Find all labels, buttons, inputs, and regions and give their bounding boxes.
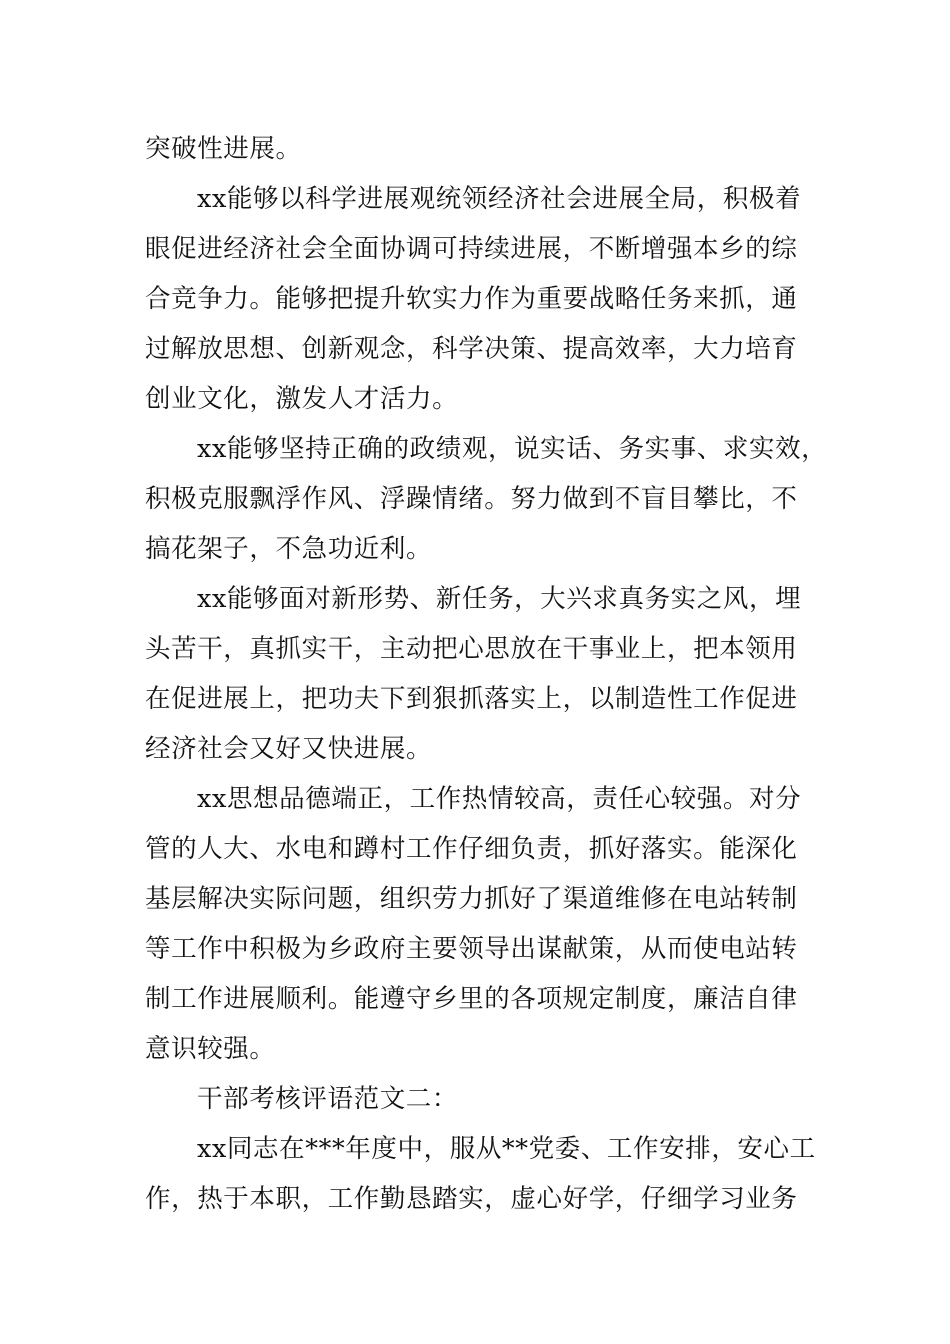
paragraph-start: xx能够面对新形势、新任务，大兴求真务实之风，埋	[197, 584, 802, 614]
text-line: 突破性进展。	[145, 134, 302, 164]
paragraph-start: xx能够坚持正确的政绩观，说实话、务实事、求实效，	[197, 434, 828, 464]
text-line: 搞花架子，不急功近利。	[145, 534, 433, 564]
text-line: 等工作中积极为乡政府主要领导出谋献策，从而使电站转	[145, 934, 798, 964]
text-line: 经济社会又好又快进展。	[145, 734, 433, 764]
paragraph-start: xx思想品德端正，工作热情较高，责任心较强。对分	[197, 784, 802, 814]
paragraph-start: xx同志在***年度中，服从**党委、工作安排，安心工	[197, 1134, 816, 1164]
text-line: 管的人大、水电和蹲村工作仔细负责，抓好落实。能深化	[145, 834, 798, 864]
text-line: 积极克服飘浮作风、浮躁情绪。努力做到不盲目攀比，不	[145, 484, 798, 514]
text-line: 创业文化，激发人才活力。	[145, 384, 459, 414]
text-line: 眼促进经济社会全面协调可持续进展，不断增强本乡的综	[145, 234, 798, 264]
text-line: 过解放思想、创新观念，科学决策、提高效率，大力培育	[145, 334, 798, 364]
text-line: 合竞争力。能够把提升软实力作为重要战略任务来抓，通	[145, 284, 798, 314]
text-line: 在促进展上，把功夫下到狠抓落实上，以制造性工作促进	[145, 684, 798, 714]
text-line: 基层解决实际问题，组织劳力抓好了渠道维修在电站转制	[145, 884, 798, 914]
text-line: 头苦干，真抓实干，主动把心思放在干事业上，把本领用	[145, 634, 798, 664]
text-line: 制工作进展顺利。能遵守乡里的各项规定制度，廉洁自律	[145, 984, 798, 1014]
text-line: 意识较强。	[145, 1034, 276, 1064]
paragraph-start: xx能够以科学进展观统领经济社会进展全局，积极着	[197, 184, 802, 214]
text-line: 作，热于本职，工作勤恳踏实，虚心好学，仔细学习业务	[145, 1184, 798, 1214]
section-heading: 干部考核评语范文二：	[197, 1084, 459, 1114]
